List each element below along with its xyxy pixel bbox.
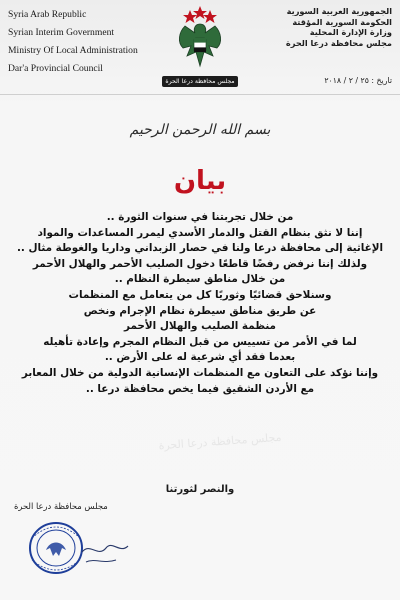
header-right-arabic: [242, 6, 392, 87]
header-left-english: [8, 6, 178, 78]
header-left-line: Ministry Of Local Administration: [8, 45, 138, 56]
header-divider: [0, 94, 400, 95]
signature-council: مجلس محافظة درعا الحرة: [14, 501, 108, 511]
closing-line: والنصر لثورتنا: [165, 484, 235, 495]
council-watermark: مجلس محافظة درعا الحرة: [158, 430, 282, 453]
header-left-line: Syria Arab Republic: [8, 9, 87, 20]
body-line: عن طريق مناطق سيطرة نظام الإجرام ونخص: [83, 304, 317, 317]
header-right-line: الجمهورية العربية السورية: [286, 6, 392, 16]
body-line: وسنلاحق قضائيًا وثوريًا كل من يتعامل مع المنظمات: [68, 288, 332, 301]
header-right-line: وزارة الإدارة المحلية: [309, 27, 392, 37]
body-line: منظمة الصليب والهلال الأحمر: [123, 320, 276, 333]
document-date: تاريخ : ٢٥ / ٢ / ٢٠١٨: [324, 76, 392, 85]
eagle-emblem-logo: [167, 2, 233, 82]
body-line: مع الأردن الشقيق فيما يخص محافظة درعا ..: [85, 382, 315, 395]
logo-caption: مجلس محافظة درعا الحرة: [162, 76, 238, 87]
body-line: إننا لا نثق بنظام القتل والدمار الأسدي ليمرر المساعدات والمواد: [37, 226, 363, 239]
header-right-line: مجلس محافظة درعا الحرة: [285, 37, 392, 48]
body-line: لما في الأمر من تسييس من قبل النظام المجرم وإعادة تأهيله: [43, 335, 357, 348]
body-line: ولذلك إننا نرفض رفضًا قاطعًا دخول الصليب الأحمر والهلال الأحمر: [32, 257, 368, 270]
star-icon: [183, 6, 217, 23]
official-stamp-icon: [24, 518, 134, 578]
basmala-calligraphy: بسم الله الرحمن الرحيم: [129, 122, 271, 138]
body-line: وإننا نؤكد على التعاون مع المنظمات الإنسانية الدولية من خلال المعابر: [21, 366, 379, 379]
header-right-line: الحكومة السورية المؤقتة: [292, 16, 392, 27]
body-line: الإغاثية إلى محافظة درعا ولنا في حصار الزبداني وداريا والغوطة مثال ..: [16, 242, 384, 255]
body-line: بعدما فقد أي شرعية له على الأرض ..: [104, 351, 296, 364]
header-left-line: Dar'a Provincial Council: [8, 63, 103, 74]
body-line: من خلال تجربتنا في سنوات الثورة ..: [106, 211, 294, 223]
header-left-line: Syrian Interim Government: [8, 27, 115, 38]
body-line: من خلال مناطق سيطرة النظام ..: [114, 273, 286, 286]
statement-title: بيان: [173, 166, 227, 196]
statement-body: [10, 210, 390, 397]
